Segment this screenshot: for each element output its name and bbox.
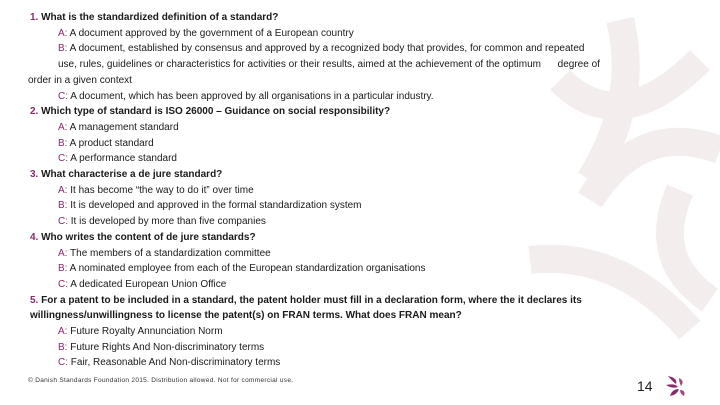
answer-4a xyxy=(30,246,660,262)
question-5-continued: willingness/unwillingness to license the patent(s) on FRAN terms. What does FRAN mean? xyxy=(30,310,462,322)
answer-letter: A: xyxy=(58,326,68,338)
answer-3c xyxy=(30,214,660,230)
answer-text: Future Royalty Annunciation Norm xyxy=(67,326,223,338)
answer-text: A document, established by consensus and approved by a recognized body that provides, for common and repeated xyxy=(67,43,585,55)
answer-letter: B: xyxy=(58,341,68,353)
answer-1b-continued-2: order in a given context xyxy=(28,74,132,86)
question-text: For a patent to be included in a standard, the patent holder must fill in a declaration form, where the it declares its xyxy=(38,294,582,306)
answer-letter: A: xyxy=(58,184,68,196)
question-number: 1. xyxy=(30,12,39,23)
answer-4b xyxy=(30,261,660,277)
question-2 xyxy=(30,104,660,120)
answer-letter: A: xyxy=(58,247,68,259)
question-1 xyxy=(30,10,660,26)
answer-2b xyxy=(30,136,660,152)
footer-copyright: © Danish Standards Foundation 2015. Distribution allowed. Not for commercial use. xyxy=(28,377,294,384)
page-number: 14 xyxy=(637,378,653,394)
answer-text: A dedicated European Union Office xyxy=(68,278,227,290)
question-number: 3. xyxy=(30,169,39,181)
answer-text: It is developed and approved in the formal standardization system xyxy=(67,200,362,212)
answer-text: A document, which has been approved by all organisations in a particular industry. xyxy=(68,90,434,102)
answer-text: Future Rights And Non-discriminatory terms xyxy=(67,341,265,353)
answer-3a xyxy=(30,183,660,199)
answer-1b-continued: use, rules, guidelines or characteristics for activities or their results, aimed at the achievement of the optimum degree of xyxy=(58,59,600,71)
question-4 xyxy=(30,230,660,246)
answer-letter: C: xyxy=(58,216,68,228)
answer-text: A nominated employee from each of the European standardization organisations xyxy=(67,263,426,275)
answer-text: Fair, Reasonable And Non-discriminatory terms xyxy=(68,357,281,369)
answer-1c xyxy=(30,89,660,105)
answer-2c xyxy=(30,151,660,167)
question-5 xyxy=(30,293,660,309)
answer-letter: A: xyxy=(58,121,68,133)
answer-5c xyxy=(30,355,660,371)
answer-letter: C: xyxy=(58,357,68,369)
question-text: What characterise a de jure standard? xyxy=(38,169,223,181)
answer-text: A management standard xyxy=(67,121,179,133)
answer-text: A document approved by the government of a European country xyxy=(67,27,354,39)
answer-letter: A: xyxy=(58,27,68,39)
answer-4c xyxy=(30,277,660,293)
question-text: What is the standardized definition of a standard? xyxy=(38,12,279,23)
answer-1b xyxy=(30,41,660,57)
answer-letter: C: xyxy=(58,90,68,102)
answer-text: It is developed by more than five companies xyxy=(68,216,266,228)
question-number: 5. xyxy=(30,294,39,306)
question-text: Who writes the content of de jure standards? xyxy=(38,231,256,243)
answer-letter: B: xyxy=(58,263,68,275)
answer-5a xyxy=(30,324,660,340)
question-text: Which type of standard is ISO 26000 – Guidance on social responsibility? xyxy=(38,106,391,118)
quiz-list xyxy=(30,10,660,371)
ds-logo-icon xyxy=(664,374,686,398)
answer-3b xyxy=(30,198,660,214)
answer-letter: B: xyxy=(58,200,68,212)
answer-text: A performance standard xyxy=(68,153,177,165)
question-number: 2. xyxy=(30,106,39,118)
question-number: 4. xyxy=(30,231,39,243)
answer-2a xyxy=(30,120,660,136)
answer-text: A product standard xyxy=(67,137,154,149)
answer-letter: C: xyxy=(58,153,68,165)
answer-letter: C: xyxy=(58,278,68,290)
answer-1a xyxy=(30,26,660,42)
answer-5b xyxy=(30,340,660,356)
answer-letter: B: xyxy=(58,43,68,55)
question-3 xyxy=(30,167,660,183)
answer-text: The members of a standardization committee xyxy=(67,247,271,259)
answer-letter: B: xyxy=(58,137,68,149)
answer-text: It has become “the way to do it” over time xyxy=(67,184,254,196)
